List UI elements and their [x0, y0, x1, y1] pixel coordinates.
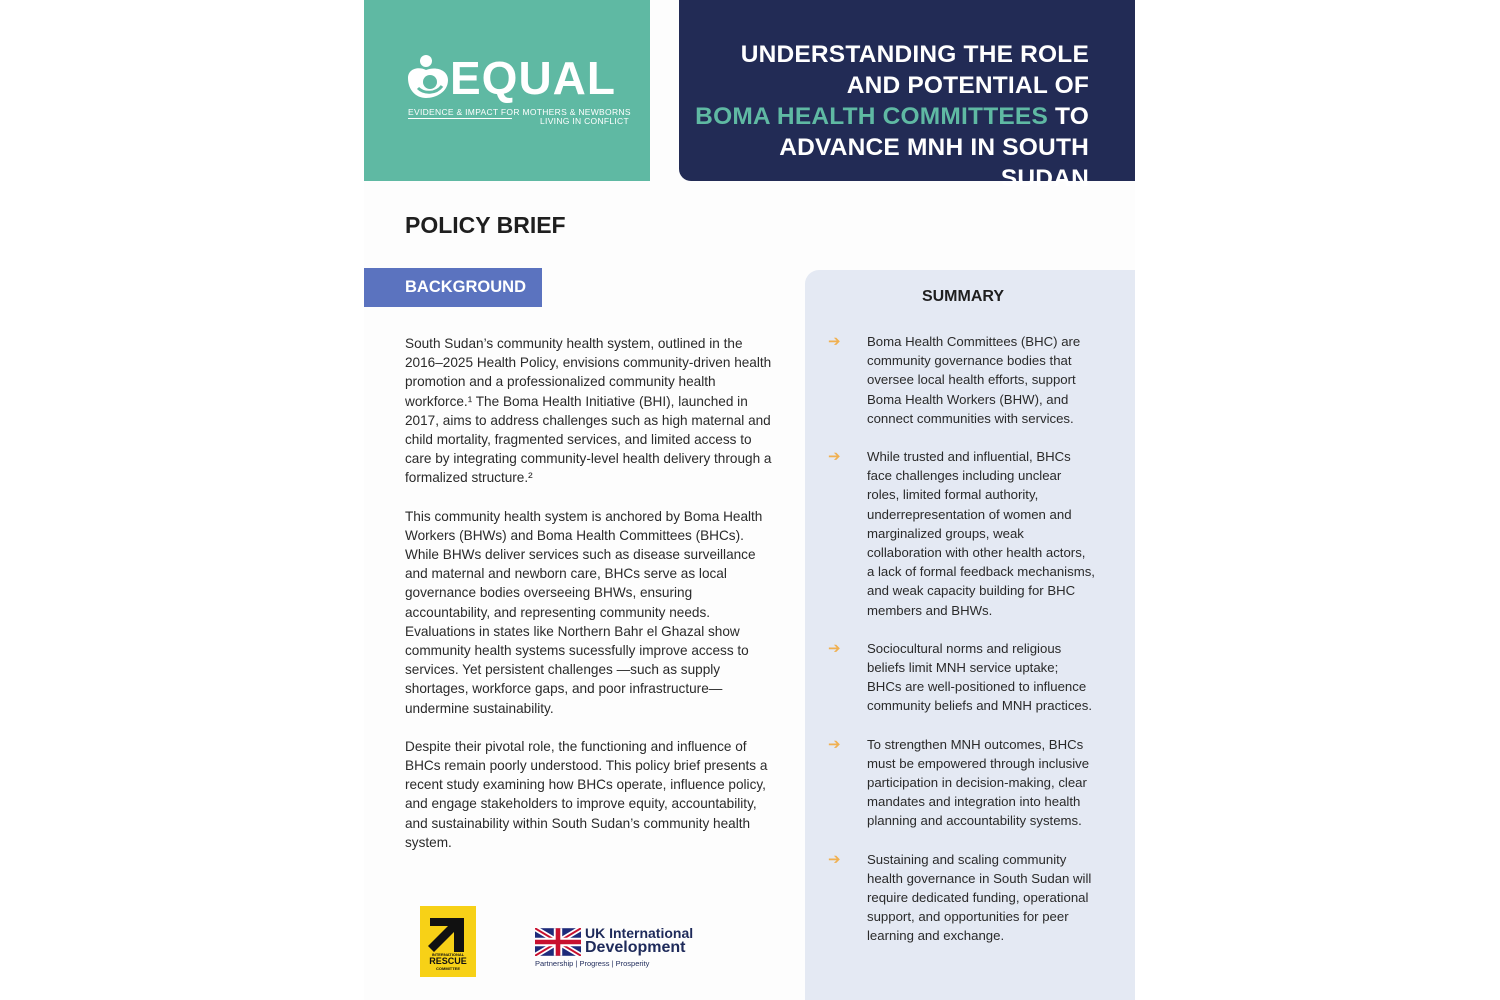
- irc-line-3: COMMITTEE: [436, 966, 460, 971]
- summary-item: [805, 735, 1135, 831]
- irc-logo: [420, 906, 476, 977]
- title-line-3-rest: TO: [1048, 103, 1089, 130]
- arrow-right-icon: ➔: [828, 735, 841, 753]
- equal-wordmark: EQUAL: [450, 52, 616, 104]
- irc-line-2: RESCUE: [429, 956, 467, 966]
- title-banner: [679, 0, 1135, 192]
- uk-international-development-logo: [535, 926, 695, 970]
- summary-panel: [805, 270, 1135, 1000]
- summary-item: [805, 639, 1135, 716]
- logo-divider: [408, 118, 512, 119]
- summary-item-text: Boma Health Committees (BHC) are community governance bodies that oversee local health efforts, support Boma Health Workers (BHW), and connect communities with services.: [867, 334, 1081, 426]
- arrow-right-icon: ➔: [828, 850, 841, 868]
- logo-tagline: EVIDENCE & IMPACT FOR MOTHERS & NEWBORNS: [408, 107, 631, 117]
- background-paragraph: Despite their pivotal role, the functioning and influence of BHCs remain poorly understood. This policy brief presents a recent study examining how BHCs operate, influence policy, and engage stakeholders to improve equity, accountability, and sustainability within South Sudan’s community health system.: [405, 738, 768, 850]
- summary-item: [805, 332, 1135, 428]
- summary-heading: SUMMARY: [921, 288, 1005, 305]
- arrow-right-icon: ➔: [828, 639, 841, 657]
- logo-tagline-2: LIVING IN CONFLICT: [540, 116, 629, 126]
- background-paragraph: This community health system is anchored by Boma Health Workers (BHWs) and Boma Health Committees (BHCs). While BHWs deliver services such as disease surveillance and maternal and newborn care, BHCs serve as local governance bodies overseeing BHWs, ensuring accountability, and representing community needs. Evaluations in states like Northern Bahr el Ghazal show community health systems sucessfully improve access to services. Yet persistent challenges —such as supply shortages, workforce gaps, and poor infrastructure— undermine sustainability.: [405, 508, 763, 716]
- summary-item-text: While trusted and influential, BHCs face challenges including unclear roles, limited formal authority, underrepresentation of women and marginalized groups, weak collaboration with other health actors, a lack of formal feedback mechanisms, and weak capacity building for BHC members and BHWs.: [867, 449, 1095, 618]
- summary-item-text: Sustaining and scaling community health governance in South Sudan will require dedicated funding, operational support, and opportunities for peer learning and exchange.: [867, 851, 1092, 944]
- title-line-4: ADVANCE MNH IN SOUTH SUDAN: [779, 134, 1089, 192]
- uk-logo-tagline: Partnership | Progress | Prosperity: [535, 959, 650, 968]
- background-body: [405, 334, 773, 871]
- document-title: [689, 39, 1089, 194]
- irc-wordmark: [420, 952, 476, 971]
- title-line-1: UNDERSTANDING THE ROLE: [740, 41, 1089, 68]
- summary-item: [805, 447, 1135, 620]
- title-line-2: AND POTENTIAL OF: [846, 72, 1089, 99]
- title-line-3: [689, 101, 1089, 132]
- policy-brief-heading: POLICY BRIEF: [405, 212, 566, 238]
- uk-logo-line-1: UK International: [585, 925, 694, 941]
- summary-item-text: To strengthen MNH outcomes, BHCs must be empowered through inclusive participation in decision-making, clear mandates and integration into health planning and accountability systems.: [867, 736, 1090, 829]
- arrow-right-icon: ➔: [828, 448, 841, 466]
- summary-item-text: Sociocultural norms and religious beliefs limit MNH service uptake; BHCs are well-positioned to influence community beliefs and MNH practices.: [867, 640, 1092, 714]
- equal-logo-block: [364, 0, 650, 181]
- background-paragraph: South Sudan’s community health system, outlined in the 2016–2025 Health Policy, envisions community-driven health promotion and a professionalized community health workforce.¹ The Boma Health Initiative (BHI), launched in 2017, aims to address challenges such as high maternal and child mortality, fragmented services, and limited access to care by integrating community-level health delivery through a formalized structure.²: [405, 336, 772, 486]
- irc-line-1: INTERNATIONAL: [431, 952, 465, 957]
- arrow-right-icon: ➔: [828, 333, 841, 350]
- title-highlight: BOMA HEALTH COMMITTEES: [695, 103, 1048, 130]
- summary-list: [805, 332, 1135, 965]
- uk-logo-line-2: Development: [585, 939, 686, 956]
- summary-item: [805, 850, 1135, 946]
- background-section-label: BACKGROUND: [364, 268, 542, 307]
- union-jack-icon: [535, 928, 581, 956]
- mother-newborn-icon: [404, 52, 454, 100]
